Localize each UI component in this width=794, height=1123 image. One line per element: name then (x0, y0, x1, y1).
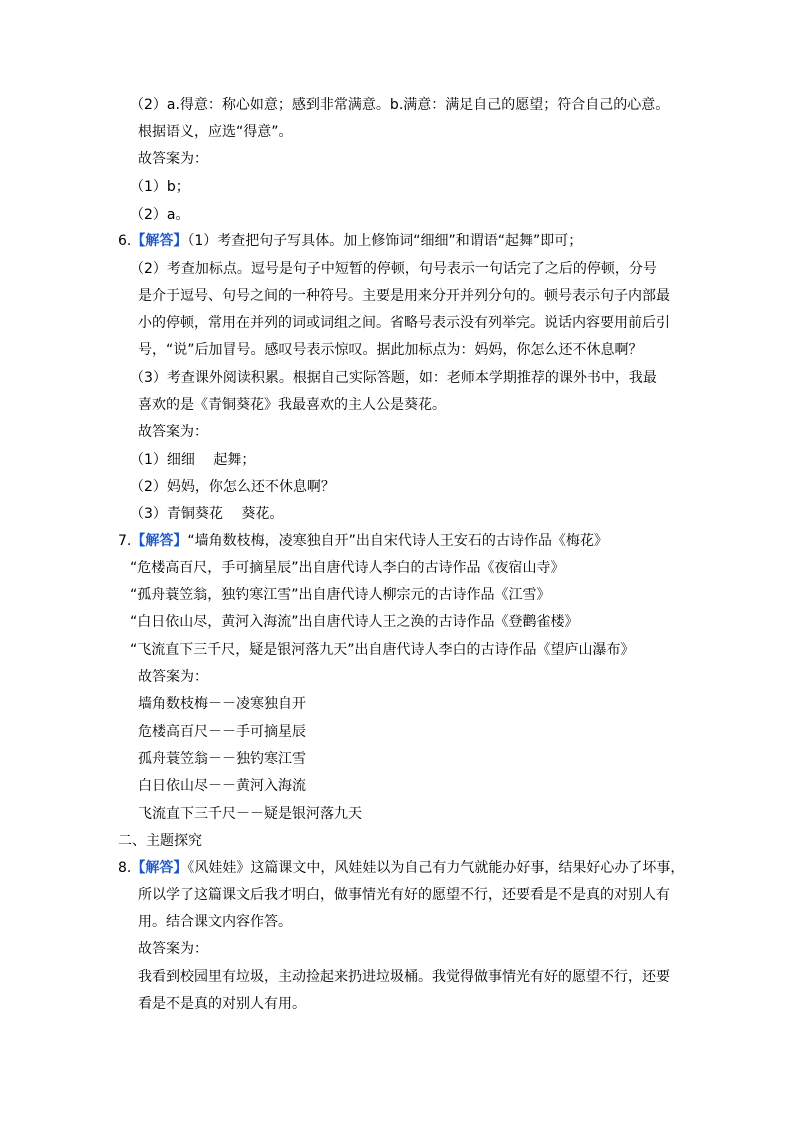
question-number: 6. (118, 233, 132, 249)
q6-line: 小的停顿，常用在并列的词或词组之间。省略号表示没有列举完。说话内容要用前后引 (138, 315, 670, 331)
q7-number (118, 531, 608, 551)
answer-tag: 【解答】 (131, 233, 188, 249)
q6-first-line: （1）考查把句子写具体。加上修饰词“细细”和谓语“起舞”即可； (187, 233, 583, 249)
q6-line: 故答案为： (138, 424, 208, 440)
q7-answer-label: 故答案为： (138, 669, 208, 685)
q7-first-line: “墙角数枝梅，凌寒独自开”出自宋代诗人王安石的古诗作品《梅花》 (187, 533, 608, 549)
q6-line: 是介于逗号、句号之间的一种符号。主要是用来分开并列分句的。顿号表示句子内部最 (138, 288, 670, 304)
q7-answer: 危楼高百尺－－手可摘星辰 (138, 724, 306, 740)
q6-line: 喜欢的是《青铜葵花》我最喜欢的主人公是葵花。 (138, 397, 446, 413)
q5-line: 根据语义，应选“得意”。 (138, 124, 293, 140)
q6-line: 号，“说”后加冒号。感叹号表示惊叹。据此加标点为：妈妈，你怎么还不休息啊？ (138, 342, 643, 358)
q7-line: “飞流直下三千尺，疑是银河落九天”出自唐代诗人李白的古诗作品《望庐山瀑布》 (130, 642, 635, 658)
q6-line: （2）妈妈，你怎么还不休息啊？ (130, 479, 335, 495)
question-number: 8. (118, 860, 132, 876)
section-title: 二、主题探究 (118, 833, 202, 849)
q7-answer: 墙角数枝梅－－凌寒独自开 (138, 696, 306, 712)
q6-number (118, 231, 582, 251)
q6-line: （3）青铜葵花 葵花。 (130, 506, 284, 522)
q7-line: “危楼高百尺，手可摘星辰”出自唐代诗人李白的古诗作品《夜宿山寺》 (130, 560, 565, 576)
q8-line: 所以学了这篇课文后我才明白，做事情光有好的愿望不行，还要看是不是真的对别人有 (138, 887, 670, 903)
q6-line: （2）考查加标点。逗号是句子中短暂的停顿，句号表示一句话完了之后的停顿，分号 (130, 261, 657, 277)
q5-line: 故答案为： (138, 151, 208, 167)
q7-answer: 白日依山尽－－黄河入海流 (138, 778, 306, 794)
q7-answer: 飞流直下三千尺－－疑是银河落九天 (138, 806, 362, 822)
q6-line: （1）细细 起舞； (130, 452, 256, 468)
q8-number (118, 858, 684, 878)
q7-line: “孤舟蓑笠翁，独钓寒江雪”出自唐代诗人柳宗元的古诗作品《江雪》 (130, 587, 551, 603)
answer-tag: 【解答】 (131, 860, 188, 876)
q5-line: （2）a。 (130, 207, 190, 223)
q5-line: （1）b； (130, 179, 190, 195)
q8-line: 看是不是真的对别人有用。 (138, 996, 306, 1012)
q8-line: 故答案为： (138, 941, 208, 957)
q6-line: （3）考查课外阅读积累。根据自己实际答题，如：老师本学期推荐的课外书中，我最 (130, 370, 657, 386)
q5-line: （2）a.得意：称心如意；感到非常满意。b.满意：满足自己的愿望；符合自己的心意。 (130, 97, 670, 113)
answer-tag: 【解答】 (131, 533, 188, 549)
question-number: 7. (118, 533, 132, 549)
q8-first-line: 《风娃娃》这篇课文中，风娃娃以为自己有力气就能办好事，结果好心办了坏事， (187, 860, 685, 876)
q8-line: 我看到校园里有垃圾，主动捡起来扔进垃圾桶。我觉得做事情光有好的愿望不行，还要 (138, 969, 670, 985)
q7-line: “白日依山尽，黄河入海流”出自唐代诗人王之涣的古诗作品《登鹳雀楼》 (130, 614, 579, 630)
q7-answer: 孤舟蓑笠翁－－独钓寒江雪 (138, 751, 306, 767)
q8-line: 用。结合课文内容作答。 (138, 914, 292, 930)
